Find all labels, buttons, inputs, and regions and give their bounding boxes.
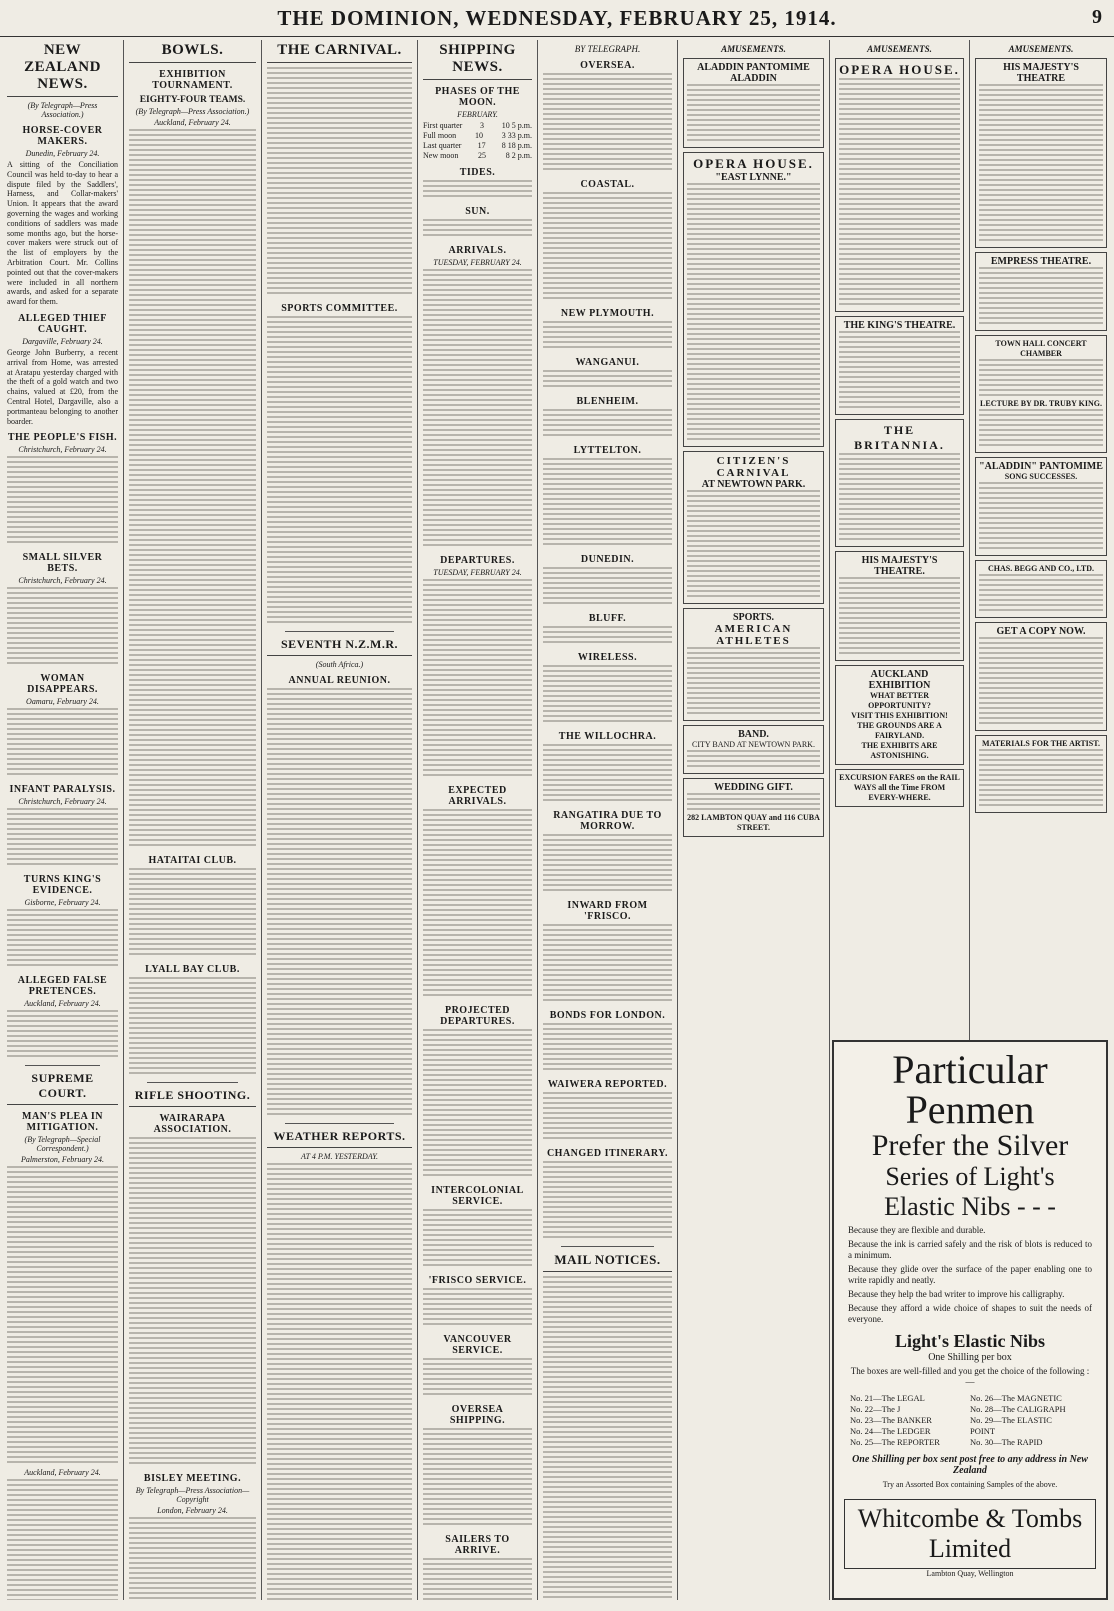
list-item: No. 30—The RAPID [970, 1437, 1043, 1447]
article-body-block [7, 456, 118, 546]
advert [683, 58, 824, 148]
column-telegraph [538, 40, 678, 1600]
article-body-block [267, 67, 412, 297]
advert-title: THE KING'S THEATRE. [843, 320, 956, 331]
article-heading: EXPECTED ARRIVALS. [448, 785, 507, 807]
section-heading: SEVENTH N.Z.M.R. [267, 637, 412, 656]
section-heading: SUPREME COURT. [7, 1071, 118, 1105]
article-heading: THE WILLOCHRA. [558, 731, 657, 742]
article-heading: RANGATIRA DUE TO MORROW. [553, 810, 662, 832]
article-body-block [267, 316, 412, 626]
article-body-block [423, 1029, 532, 1179]
article-heading: SMALL SILVER BETS. [22, 552, 103, 575]
article-heading: WAIWERA REPORTED. [547, 1079, 668, 1090]
dateline: Auckland, February 24. [24, 1468, 101, 1478]
section-heading: MAIL NOTICES. [543, 1252, 672, 1272]
article-body-block [423, 809, 532, 999]
weather-report-block [267, 1163, 412, 1600]
article-heading: HATAITAI CLUB. [148, 855, 237, 866]
advert-subtitle: AT NEWTOWN PARK. [701, 479, 806, 490]
article-heading: VANCOUVER SERVICE. [443, 1334, 512, 1356]
advert-body [979, 749, 1103, 809]
advert [835, 551, 964, 661]
article-heading: ARRIVALS. [448, 245, 507, 256]
advert-title: AUCKLAND EXHIBITION [868, 669, 931, 691]
article-text: A sitting of the Conciliation Council was held to-day to hear a dispute filed by the Saddlers', Harness, and Collar-makers' Union. It appears that the award governing the wages and working conditions of saddlers was made some months ago, but the horse-cover makers were struck out of the list of employers by the Arbitration Court. Mr. Collins pointed out that the cover-makers were included in all northern awards, and asked for a separate award for them. [7, 160, 118, 307]
article-heading: INFANT PARALYSIS. [9, 784, 116, 796]
advert-title: CITIZEN'S CARNIVAL [716, 455, 791, 479]
article-body-block [543, 665, 672, 725]
article-body-block [543, 626, 672, 646]
product-intro: The boxes are well-filled and you get the choice of the following :— [850, 1366, 1090, 1387]
advert-title: OPERA HOUSE. [839, 62, 960, 77]
column-heading: NEW ZEALAND NEWS. [7, 42, 118, 97]
advert-subtitle: SONG SUCCESSES. [1004, 472, 1078, 481]
article-subheading: (South Africa.) [315, 660, 364, 669]
advert-reason: Because they are flexible and durable. [848, 1225, 986, 1235]
advert [683, 778, 824, 837]
advert [975, 252, 1107, 331]
article-subheading: TUESDAY, FEBRUARY 24. [433, 568, 522, 577]
article-heading: INTERCOLONIAL SERVICE. [431, 1185, 524, 1207]
article-body-block [267, 688, 412, 1118]
advert [835, 419, 964, 547]
column-bowls [124, 40, 262, 1600]
advert-reason: Because they glide over the surface of the paper enabling one to write rapidly and neatly. [848, 1264, 1092, 1285]
masthead [0, 0, 1114, 37]
article-body-block [543, 1161, 672, 1241]
article-body-block [7, 1479, 118, 1600]
article-heading: WOMAN DISAPPEARS. [27, 673, 98, 696]
table-row: Last quarter 17 8 18 p.m. [423, 141, 532, 150]
column-heading: THE CARNIVAL. [267, 42, 412, 63]
article-body-block [423, 579, 532, 779]
advert-headline: Prefer the Silver [871, 1129, 1069, 1162]
advert [975, 622, 1107, 731]
advert-body [839, 453, 960, 543]
column-amusements-2 [830, 40, 970, 1040]
dateline: Dunedin, February 24. [25, 149, 100, 158]
advert-headline: Series of Light's [885, 1162, 1055, 1191]
article-body-block [7, 708, 118, 778]
article-heading: LYTTELTON. [573, 445, 642, 456]
article-body-block [129, 1137, 256, 1467]
article-body-block [543, 192, 672, 302]
advert-title: THE BRITANNIA. [854, 423, 945, 452]
advert-title: BAND. [738, 729, 769, 740]
firm-name: Whitcombe & Tombs Limited [844, 1499, 1096, 1569]
advert-title: SPORTS. [732, 612, 775, 623]
article-heading: BLUFF. [588, 613, 627, 624]
article-heading: TURNS KING'S EVIDENCE. [23, 874, 102, 897]
dateline: London, February 24. [157, 1506, 228, 1515]
list-item: POINT [970, 1426, 996, 1436]
table-row: First quarter 3 10 5 p.m. [423, 121, 532, 130]
advert-subtitle: LECTURE BY DR. TRUBY KING. [980, 399, 1102, 408]
article-heading: PROJECTED DEPARTURES. [440, 1005, 515, 1027]
advert-reason: Because they help the bad writer to improve his calligraphy. [848, 1289, 1065, 1299]
advert-title: HIS MAJESTY'S THEATRE [1003, 62, 1079, 84]
advert-reason: Because the ink is carried safely and the risk of blots is reduced to a minimum. [848, 1239, 1092, 1260]
article-body-block [423, 269, 532, 549]
article-body-block [543, 834, 672, 894]
article-body-block [423, 1358, 532, 1398]
advert-reason: Because they afford a wide choice of shapes to suit the needs of everyone. [848, 1303, 1092, 1324]
table-row: Full moon 10 3 33 p.m. [423, 131, 532, 140]
article-body-block [543, 73, 672, 173]
firm-address: Lambton Quay, Wellington [926, 1569, 1014, 1578]
article-heading: ALLEGED FALSE PRETENCES. [17, 975, 108, 998]
advert-title: EXCURSION FARES on the RAIL WAYS all the Time FROM EVERY-WHERE. [839, 773, 960, 802]
advert [835, 665, 964, 765]
article-heading: DUNEDIN. [580, 554, 635, 565]
column-carnival [262, 40, 418, 1600]
advert [683, 152, 824, 447]
advert-headline: Elastic Nibs - - - [884, 1192, 1056, 1221]
divider [561, 1246, 654, 1247]
article-body-block [423, 1428, 532, 1528]
article-body-block [129, 868, 256, 958]
article-body-block [543, 321, 672, 351]
article-subheading: EIGHTY-FOUR TEAMS. [139, 95, 246, 105]
article-heading: PHASES OF THE MOON. [435, 86, 520, 108]
advert-sample-note: Try an Assorted Box containing Samples of the above. [882, 1480, 1058, 1489]
dateline: Oamaru, February 24. [26, 697, 99, 707]
article-heading: SAILERS TO ARRIVE. [445, 1534, 510, 1556]
article-body-block [7, 1010, 118, 1060]
list-item: No. 24—The LEDGER [850, 1426, 931, 1436]
article-heading: NEW PLYMOUTH. [560, 308, 655, 319]
article-heading: CHANGED ITINERARY. [546, 1148, 669, 1159]
advert-body [687, 490, 820, 600]
list-item: No. 29—The ELASTIC [970, 1415, 1052, 1425]
column-heading: BOWLS. [129, 42, 256, 63]
advert-body [979, 637, 1103, 727]
column-heading: BY TELEGRAPH. [574, 44, 641, 54]
article-body-block [129, 129, 256, 849]
list-item: No. 22—The J [850, 1404, 901, 1414]
nib-list [834, 1391, 1106, 1450]
column-heading: SHIPPING NEWS. [423, 42, 532, 80]
article-body-block [423, 180, 532, 200]
dateline: Christchurch, February 24. [18, 576, 107, 586]
advert-offer: One Shilling per box sent post free to any address in New Zealand [852, 1454, 1088, 1476]
advert-address: 282 LAMBTON QUAY and 116 CUBA STREET. [687, 813, 820, 832]
article-body-block [543, 1023, 672, 1073]
product-price: One Shilling per box [928, 1352, 1012, 1363]
dateline: Palmerston, February 24. [20, 1155, 105, 1165]
advert-body [687, 793, 820, 813]
advert-body [979, 482, 1103, 552]
article-body-block [7, 909, 118, 969]
article-heading: WIRELESS. [577, 652, 638, 663]
article-subheading: AT 4 P.M. YESTERDAY. [301, 1152, 378, 1161]
article-subheading: TUESDAY, FEBRUARY 24. [433, 258, 522, 267]
list-item: No. 26—The MAGNETIC [970, 1393, 1062, 1403]
advert-title: EMPRESS THEATRE. [990, 256, 1092, 267]
article-heading: BONDS FOR LONDON. [549, 1010, 666, 1021]
table-row: New moon 25 8 2 p.m. [423, 151, 532, 160]
article-heading: ALLEGED THIEF CAUGHT. [18, 312, 107, 335]
article-heading: EXHIBITION TOURNAMENT. [152, 69, 233, 91]
advert-line: THE GROUNDS ARE A FAIRYLAND. [857, 721, 942, 740]
list-item: No. 23—The BANKER [850, 1415, 932, 1425]
dateline: Christchurch, February 24. [18, 445, 107, 455]
advert-body [979, 84, 1103, 244]
column-amusements-3 [970, 40, 1112, 1040]
list-item: No. 25—The REPORTER [850, 1437, 940, 1447]
advert-line: VISIT THIS EXHIBITION! [851, 711, 948, 720]
article-body-block [543, 567, 672, 607]
article-heading: WAIRARAPA ASSOCIATION. [153, 1113, 232, 1135]
page-number: 9 [1092, 6, 1102, 28]
article-body-block [543, 924, 672, 1004]
column-nz-news [2, 40, 124, 1600]
advert-body [979, 359, 1103, 399]
advert-body [687, 84, 820, 144]
advert-body [839, 78, 960, 308]
article-body-block [423, 1209, 532, 1269]
article-heading: DEPARTURES. [440, 555, 515, 566]
divider [147, 1082, 238, 1083]
article-heading: OVERSEA SHIPPING. [449, 1404, 506, 1426]
article-heading: ANNUAL REUNION. [288, 675, 391, 686]
column-amusements-1 [678, 40, 830, 1600]
advert [683, 725, 824, 774]
column-heading: AMUSEMENTS. [867, 44, 932, 54]
advert-line: THE EXHIBITS ARE ASTONISHING. [861, 741, 938, 760]
section-heading: WEATHER REPORTS. [267, 1129, 412, 1148]
article-subheading: FEBRUARY. [457, 110, 498, 119]
advert-body [979, 409, 1103, 449]
list-item: No. 28—The CALIGRAPH [970, 1404, 1066, 1414]
advert-body [687, 750, 820, 770]
advert-body [979, 574, 1103, 614]
advert [683, 608, 824, 721]
article-heading: SPORTS COMMITTEE. [281, 303, 398, 314]
article-heading: TIDES. [459, 167, 496, 178]
dateline: Auckland, February 24. [24, 999, 101, 1009]
advert-subtitle: "EAST LYNNE." [715, 172, 792, 183]
product-title: Light's Elastic Nibs [894, 1331, 1046, 1351]
advert-body [979, 267, 1103, 327]
byline: By Telegraph—Press Association—Copyright [135, 1486, 250, 1504]
article-body-block [129, 1517, 256, 1600]
advert-line: WHAT BETTER OPPORTUNITY? [868, 691, 931, 710]
column-heading: AMUSEMENTS. [1008, 44, 1074, 54]
list-item: No. 21—The LEGAL [850, 1393, 925, 1403]
advert-headline: Particular Penmen [892, 1047, 1048, 1132]
dateline: Dargaville, February 24. [22, 336, 103, 346]
article-heading: OVERSEA. [580, 60, 635, 71]
advert-subtitle: AMERICAN ATHLETES [714, 623, 793, 647]
moon-phases-table [423, 121, 532, 161]
article-heading: THE PEOPLE'S FISH. [7, 432, 118, 444]
advert-title: TOWN HALL CONCERT CHAMBER [995, 339, 1087, 358]
article-heading: 'FRISCO SERVICE. [428, 1275, 527, 1286]
article-heading: WANGANUI. [575, 357, 640, 368]
article-body-block [7, 1166, 118, 1466]
column-shipping [418, 40, 538, 1600]
article-body-block [543, 1092, 672, 1142]
article-heading: COASTAL. [580, 179, 635, 190]
penmen-advert [832, 1040, 1108, 1600]
byline: (By Telegraph—Press Association.) [27, 101, 98, 119]
article-body-block [129, 977, 256, 1077]
article-body-block [543, 458, 672, 548]
article-body-block [7, 808, 118, 868]
dateline: Gisborne, February 24. [24, 898, 101, 908]
dateline: Christchurch, February 24. [18, 797, 107, 807]
article-heading: INWARD FROM 'FRISCO. [567, 900, 648, 922]
article-heading: MAN'S PLEA IN MITIGATION. [22, 1111, 103, 1134]
advert [683, 451, 824, 604]
advert-title: WEDDING GIFT. [714, 782, 793, 793]
advert-body [687, 183, 820, 443]
advert-title: OPERA HOUSE. [693, 156, 814, 171]
article-body-block [543, 409, 672, 439]
divider [285, 631, 394, 632]
advert [835, 316, 964, 415]
advert [975, 457, 1107, 556]
dateline: Auckland, February 24. [154, 118, 231, 127]
article-heading: HORSE-COVER MAKERS. [22, 125, 103, 147]
advert [975, 560, 1107, 618]
article-heading: BISLEY MEETING. [143, 1473, 242, 1484]
section-heading: RIFLE SHOOTING. [129, 1088, 256, 1107]
newspaper-title: THE DOMINION, WEDNESDAY, FEBRUARY 25, 1914. [277, 6, 837, 30]
advert [835, 769, 964, 807]
advert-body [687, 647, 820, 717]
article-heading: LYALL BAY CLUB. [145, 964, 240, 975]
byline: (By Telegraph—Special Correspondent.) [24, 1135, 101, 1154]
divider [285, 1123, 394, 1124]
advert [835, 58, 964, 312]
article-heading: BLENHEIM. [576, 396, 639, 407]
advert-subtitle: CITY BAND AT NEWTOWN PARK. [692, 740, 815, 749]
article-body-block [423, 1558, 532, 1600]
advert-title: HIS MAJESTY'S THEATRE. [861, 555, 938, 577]
article-body-block [423, 1288, 532, 1328]
advert-body [839, 577, 960, 657]
advert-title: GET A COPY NOW. [996, 626, 1086, 637]
article-body-block [7, 587, 118, 667]
article-heading: SUN. [465, 206, 490, 217]
article-body-block [423, 219, 532, 239]
column-heading: AMUSEMENTS. [721, 44, 786, 54]
advert-title: "ALADDIN" PANTOMIME [979, 461, 1103, 472]
article-body-block [543, 370, 672, 390]
divider [25, 1065, 100, 1066]
article-text: George John Burberry, a recent arrival from Home, was arrested at Aratapu yesterday charged with the theft of a gold watch and two chains, valued at £20, from the Central Hotel, Dargaville, also a portmanteau belonging to another boarder. [7, 347, 118, 426]
advert [975, 735, 1107, 813]
article-body-block [543, 1276, 672, 1600]
advert-title: CHAS. BEGG AND CO., LTD. [988, 564, 1094, 573]
advert-title: MATERIALS FOR THE ARTIST. [982, 739, 1100, 748]
advert [975, 58, 1107, 248]
article-body-block [543, 744, 672, 804]
byline: (By Telegraph—Press Association.) [135, 107, 250, 116]
advert [975, 335, 1107, 453]
advert-title: ALADDIN PANTOMIME ALADDIN [697, 62, 810, 84]
advert-body [839, 331, 960, 411]
